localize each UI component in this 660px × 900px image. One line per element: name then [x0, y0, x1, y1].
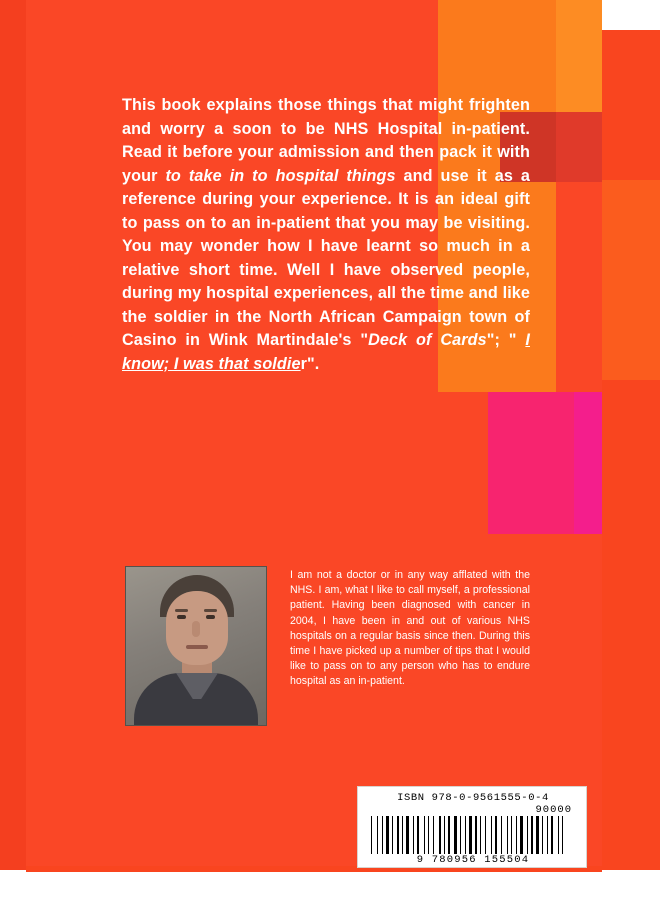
blurb-part-3: "; " — [486, 331, 526, 349]
barcode-bars — [371, 816, 575, 854]
barcode-bar — [509, 816, 510, 854]
barcode-bar — [430, 816, 432, 854]
barcode-bar — [507, 816, 508, 854]
barcode-bar — [549, 816, 550, 854]
barcode-bar — [394, 816, 396, 854]
ean-number: 9 780956 155504 — [416, 854, 530, 866]
barcode-bar — [511, 816, 512, 854]
decor-left-strip — [0, 0, 26, 900]
barcode-bar — [402, 816, 403, 854]
barcode-bar — [501, 816, 502, 854]
barcode-bar — [520, 816, 523, 854]
barcode-bar — [454, 816, 457, 854]
barcode-bar — [426, 816, 427, 854]
decor-red-block — [556, 112, 602, 182]
barcode-bar — [478, 816, 479, 854]
barcode-bar — [382, 816, 383, 854]
barcode-bar — [400, 816, 401, 854]
barcode-bar — [435, 816, 438, 854]
isbn-price-code: 90000 — [535, 804, 572, 816]
barcode-bar — [498, 816, 500, 854]
barcode-bar — [536, 816, 539, 854]
blurb-part-1: This book explains those things that might frighten and worry a soon to be NHS Hospital in-patient. Read it before your admission and then pack it with your — [122, 96, 530, 185]
barcode-bar — [446, 816, 447, 854]
barcode-bar — [473, 816, 474, 854]
barcode-bar — [460, 816, 461, 854]
barcode-bar — [390, 816, 391, 854]
photo-brow-right — [204, 609, 217, 612]
photo-eye-left — [177, 615, 186, 619]
blurb-italic-1: to take in to hospital things — [165, 166, 396, 185]
barcode-bar — [475, 816, 477, 854]
blurb-part-2: and use it as a reference during your experience. It is an ideal gift to pass on to an in-patient that you may be visiting. You may wonder how I have learnt so much in a relative short time. Well I have observed people, during my hospital experiences, all the time and like the soldier in the North African Campaign town of Casino in Wink Martindale's " — [122, 166, 531, 349]
barcode-bar — [373, 816, 376, 854]
barcode-bar — [531, 816, 533, 854]
barcode-bar — [448, 816, 450, 854]
barcode-bar — [544, 816, 546, 854]
barcode-bar — [491, 816, 492, 854]
barcode-bar — [467, 816, 468, 854]
isbn-barcode — [357, 786, 587, 868]
author-photo — [125, 566, 267, 726]
barcode-bar — [424, 816, 425, 854]
barcode-bar — [487, 816, 490, 854]
barcode-bar — [413, 816, 414, 854]
barcode-bar — [415, 816, 416, 854]
blurb-italic-3: I know; I was that soldie — [122, 331, 530, 373]
barcode-bar — [451, 816, 453, 854]
barcode-bar — [495, 816, 497, 854]
barcode-bar — [439, 816, 441, 854]
barcode-bar — [386, 816, 389, 854]
barcode-bar — [404, 816, 405, 854]
barcode-bar — [392, 816, 393, 854]
barcode-bar — [410, 816, 412, 854]
barcode-bar — [513, 816, 515, 854]
barcode-bar — [503, 816, 506, 854]
barcode-bar — [529, 816, 530, 854]
barcode-bar — [516, 816, 517, 854]
barcode-bar — [420, 816, 423, 854]
barcode-bar — [482, 816, 484, 854]
back-cover-blurb — [122, 94, 530, 376]
barcode-bar — [560, 816, 561, 854]
decor-right-edge — [602, 0, 660, 900]
decor-white-corner — [602, 0, 660, 30]
photo-nose — [192, 621, 200, 637]
barcode-bar — [469, 816, 472, 854]
barcode-bar — [493, 816, 494, 854]
barcode-bar — [406, 816, 409, 854]
decor-bottom-white-strip — [0, 870, 660, 900]
barcode-bar — [551, 816, 553, 854]
barcode-bar — [540, 816, 541, 854]
barcode-bar — [527, 816, 528, 854]
barcode-bar — [458, 816, 459, 854]
barcode-bar — [417, 816, 419, 854]
barcode-bar — [562, 816, 563, 854]
barcode-bar — [518, 816, 519, 854]
barcode-bar — [462, 816, 464, 854]
barcode-bar — [444, 816, 445, 854]
barcode-bar — [558, 816, 559, 854]
barcode-bar — [377, 816, 378, 854]
barcode-bar — [485, 816, 486, 854]
blurb-part-4: r". — [300, 354, 320, 373]
barcode-bar — [384, 816, 385, 854]
decor-right-orange — [602, 180, 660, 380]
barcode-bar — [379, 816, 381, 854]
barcode-bar — [428, 816, 429, 854]
barcode-bar — [465, 816, 466, 854]
barcode-bar — [547, 816, 548, 854]
barcode-bar — [554, 816, 557, 854]
barcode-bar — [397, 816, 399, 854]
barcode-bar — [371, 816, 372, 854]
barcode-bar — [542, 816, 543, 854]
barcode-bar — [524, 816, 526, 854]
isbn-label: ISBN 978-0-9561555-0-4 — [397, 792, 549, 804]
photo-eye-right — [206, 615, 215, 619]
photo-mouth — [186, 645, 208, 649]
blurb-italic-2: Deck of Cards — [368, 331, 487, 349]
barcode-bar — [564, 816, 566, 854]
author-bio-text: I am not a doctor or in any way afflated with the NHS. I am, what I like to call myself, a professional patient. Having been diagnosed with cancer in 2004, I have been in and out of various NHS hospitals on a regular basis since then. During this time I have picked up a number of tips that I would like to pass on to any person who has to endure hospital as an in-patient. — [290, 569, 530, 688]
barcode-bar — [442, 816, 443, 854]
barcode-bar — [534, 816, 535, 854]
barcode-bar — [433, 816, 434, 854]
photo-brow-left — [175, 609, 188, 612]
barcode-bar — [480, 816, 481, 854]
decor-magenta-block — [574, 392, 602, 534]
